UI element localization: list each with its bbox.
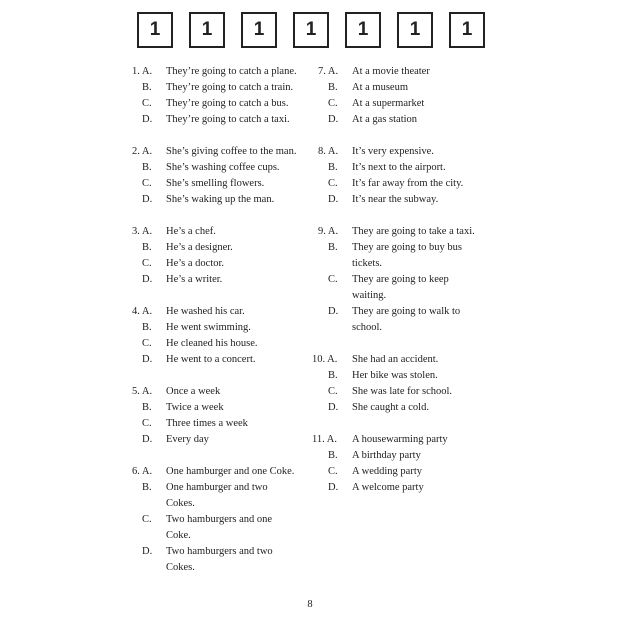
question-item bbox=[132, 384, 312, 448]
answer-option bbox=[142, 352, 312, 368]
question-number: 8. bbox=[318, 146, 326, 157]
answer-option bbox=[328, 176, 478, 192]
question-number-and-letter bbox=[132, 384, 152, 400]
option-text: Three times a week bbox=[166, 418, 248, 429]
question-number-and-letter bbox=[132, 224, 152, 240]
answer-option bbox=[142, 416, 312, 432]
question-number-and-letter bbox=[318, 144, 338, 160]
option-text-continuation: waiting. bbox=[352, 290, 387, 301]
option-text-continuation: school. bbox=[352, 322, 383, 333]
option-letter: B. bbox=[142, 82, 152, 93]
option-text: He’s a doctor. bbox=[166, 258, 225, 269]
track-box: 1 bbox=[137, 12, 173, 48]
option-letter: A. bbox=[141, 226, 153, 237]
answer-option bbox=[318, 64, 478, 80]
option-text: A birthday party bbox=[352, 450, 421, 461]
questions-left-column bbox=[132, 64, 312, 592]
option-text: Her bike was stolen. bbox=[352, 370, 438, 381]
option-text: They’re going to catch a train. bbox=[166, 82, 294, 93]
option-text: He’s a designer. bbox=[166, 242, 233, 253]
option-text: At a museum bbox=[352, 82, 408, 93]
answer-option bbox=[312, 432, 478, 448]
option-letter: B. bbox=[142, 162, 152, 173]
option-letter: D. bbox=[142, 194, 153, 205]
option-text: He went to a concert. bbox=[166, 354, 256, 365]
question-item bbox=[318, 224, 478, 336]
option-letter: C. bbox=[142, 98, 152, 109]
option-text: They’re going to catch a taxi. bbox=[166, 114, 290, 125]
answer-option bbox=[328, 160, 478, 176]
question-number-and-letter bbox=[318, 224, 338, 240]
answer-option bbox=[142, 112, 312, 128]
answer-option bbox=[318, 144, 478, 160]
question-number-and-letter bbox=[132, 64, 152, 80]
option-text: He’s a writer. bbox=[166, 274, 223, 285]
option-letter: A. bbox=[141, 306, 153, 317]
answer-option bbox=[142, 512, 312, 528]
question-number-and-letter bbox=[312, 432, 337, 448]
option-letter: B. bbox=[142, 242, 152, 253]
option-text: One hamburger and two bbox=[166, 482, 268, 493]
questions-right-column bbox=[312, 64, 478, 512]
option-text: A wedding party bbox=[352, 466, 422, 477]
answer-option bbox=[328, 112, 478, 128]
option-text: Two hamburgers and one bbox=[166, 514, 273, 525]
option-letter: B. bbox=[328, 242, 338, 253]
answer-option bbox=[142, 192, 312, 208]
answer-option bbox=[328, 464, 478, 480]
option-text: They are going to take a taxi. bbox=[352, 226, 475, 237]
option-text: A welcome party bbox=[352, 482, 424, 493]
option-text-continuation: Coke. bbox=[166, 530, 191, 541]
question-item bbox=[132, 144, 312, 208]
answer-option bbox=[328, 368, 478, 384]
track-number-boxes bbox=[0, 12, 620, 48]
track-box: 1 bbox=[449, 12, 485, 48]
question-number: 2. bbox=[132, 146, 140, 157]
answer-option bbox=[142, 160, 312, 176]
question-item bbox=[312, 432, 478, 496]
answer-option bbox=[142, 176, 312, 192]
answer-option bbox=[142, 336, 312, 352]
answer-option bbox=[132, 304, 312, 320]
answer-option bbox=[328, 304, 478, 320]
question-item bbox=[132, 304, 312, 368]
option-text: They’re going to catch a bus. bbox=[166, 98, 289, 109]
option-letter: C. bbox=[328, 274, 338, 285]
question-item bbox=[132, 464, 312, 576]
question-number: 10. bbox=[312, 354, 326, 365]
option-letter: A. bbox=[141, 66, 153, 77]
question-number: 1. bbox=[132, 66, 140, 77]
option-letter: B. bbox=[142, 402, 152, 413]
option-text: At a movie theater bbox=[352, 66, 430, 77]
option-letter: D. bbox=[142, 546, 153, 557]
answer-option bbox=[142, 96, 312, 112]
option-letter: D. bbox=[328, 482, 339, 493]
option-letter: D. bbox=[142, 434, 153, 445]
option-letter: C. bbox=[328, 98, 338, 109]
option-text: At a supermarket bbox=[352, 98, 425, 109]
option-letter: C. bbox=[328, 466, 338, 477]
question-item bbox=[318, 144, 478, 208]
question-number: 6. bbox=[132, 466, 140, 477]
track-box: 1 bbox=[345, 12, 381, 48]
option-text: She’s washing coffee cups. bbox=[166, 162, 280, 173]
option-letter: D. bbox=[328, 194, 339, 205]
option-letter: D. bbox=[328, 402, 339, 413]
option-letter: C. bbox=[142, 418, 152, 429]
option-letter: A. bbox=[327, 226, 339, 237]
question-item bbox=[132, 224, 312, 288]
answer-option bbox=[328, 400, 478, 416]
option-text: He washed his car. bbox=[166, 306, 245, 317]
option-text: They are going to buy bus bbox=[352, 242, 462, 253]
option-text: They are going to walk to bbox=[352, 306, 461, 317]
question-number: 9. bbox=[318, 226, 326, 237]
option-text: They’re going to catch a plane. bbox=[166, 66, 297, 77]
option-letter: A. bbox=[141, 386, 153, 397]
answer-option bbox=[142, 80, 312, 96]
option-letter: C. bbox=[142, 514, 152, 525]
option-text: Twice a week bbox=[166, 402, 224, 413]
answer-option bbox=[318, 224, 478, 240]
answer-option bbox=[132, 384, 312, 400]
answer-option bbox=[328, 272, 478, 288]
option-letter: D. bbox=[142, 354, 153, 365]
question-number-and-letter bbox=[132, 304, 152, 320]
option-letter: A. bbox=[141, 146, 153, 157]
answer-option bbox=[328, 240, 478, 256]
question-number: 7. bbox=[318, 66, 326, 77]
answer-option bbox=[142, 432, 312, 448]
track-box: 1 bbox=[189, 12, 225, 48]
option-letter: B. bbox=[142, 482, 152, 493]
answer-option bbox=[142, 256, 312, 272]
option-letter: B. bbox=[328, 370, 338, 381]
question-item bbox=[318, 64, 478, 128]
answer-option bbox=[142, 400, 312, 416]
question-number-and-letter bbox=[132, 464, 152, 480]
track-box: 1 bbox=[293, 12, 329, 48]
option-text: Every day bbox=[166, 434, 209, 445]
option-text-continuation: Cokes. bbox=[166, 562, 195, 573]
option-text: It’s very expensive. bbox=[352, 146, 434, 157]
option-letter: A. bbox=[327, 66, 339, 77]
answer-option bbox=[132, 64, 312, 80]
answer-option bbox=[142, 544, 312, 560]
answer-option bbox=[328, 80, 478, 96]
question-number: 5. bbox=[132, 386, 140, 397]
option-letter: D. bbox=[142, 114, 153, 125]
answer-option bbox=[328, 96, 478, 112]
option-text-continuation: tickets. bbox=[352, 258, 383, 269]
option-letter: A. bbox=[141, 466, 153, 477]
option-letter: B. bbox=[328, 82, 338, 93]
option-text: He cleaned his house. bbox=[166, 338, 258, 349]
option-letter: C. bbox=[142, 178, 152, 189]
question-number: 11. bbox=[312, 434, 325, 445]
option-letter: C. bbox=[328, 386, 338, 397]
option-text: Once a week bbox=[166, 386, 221, 397]
track-box: 1 bbox=[241, 12, 277, 48]
answer-option bbox=[132, 464, 312, 480]
answer-option bbox=[132, 224, 312, 240]
answer-option bbox=[142, 240, 312, 256]
option-text: At a gas station bbox=[352, 114, 418, 125]
option-text: One hamburger and one Coke. bbox=[166, 466, 295, 477]
option-text: She’s giving coffee to the man. bbox=[166, 146, 297, 157]
option-letter: D. bbox=[142, 274, 153, 285]
option-text: He’s a chef. bbox=[166, 226, 216, 237]
option-letter: D. bbox=[328, 114, 339, 125]
answer-option bbox=[312, 352, 478, 368]
option-letter: C. bbox=[142, 258, 152, 269]
option-letter: A. bbox=[327, 146, 339, 157]
option-text-continuation: Cokes. bbox=[166, 498, 195, 509]
question-number: 4. bbox=[132, 306, 140, 317]
option-letter: D. bbox=[328, 306, 339, 317]
option-text: Two hamburgers and two bbox=[166, 546, 273, 557]
option-letter: C. bbox=[142, 338, 152, 349]
answer-option bbox=[328, 448, 478, 464]
answer-option bbox=[132, 144, 312, 160]
question-number-and-letter bbox=[312, 352, 337, 368]
track-box: 1 bbox=[397, 12, 433, 48]
option-text: She’s waking up the man. bbox=[166, 194, 275, 205]
option-text: They are going to keep bbox=[352, 274, 449, 285]
answer-option bbox=[142, 320, 312, 336]
answer-option bbox=[142, 480, 312, 496]
option-text: A housewarming party bbox=[352, 434, 448, 445]
option-letter: B. bbox=[328, 450, 338, 461]
option-text: She’s smelling flowers. bbox=[166, 178, 265, 189]
page-number: 8 bbox=[307, 599, 313, 610]
option-text: She had an accident. bbox=[352, 354, 439, 365]
option-letter: A. bbox=[327, 354, 338, 365]
answer-option bbox=[328, 384, 478, 400]
question-number-and-letter bbox=[132, 144, 152, 160]
option-letter: A. bbox=[326, 434, 338, 445]
option-text: It’s near the subway. bbox=[352, 194, 439, 205]
question-number: 3. bbox=[132, 226, 140, 237]
question-number-and-letter bbox=[318, 64, 338, 80]
answer-option bbox=[328, 192, 478, 208]
option-text: He went swimming. bbox=[166, 322, 251, 333]
answer-option bbox=[142, 272, 312, 288]
option-letter: C. bbox=[328, 178, 338, 189]
question-item bbox=[312, 352, 478, 416]
option-letter: B. bbox=[328, 162, 338, 173]
option-letter: B. bbox=[142, 322, 152, 333]
question-item bbox=[132, 64, 312, 128]
option-text: She was late for school. bbox=[352, 386, 453, 397]
option-text: She caught a cold. bbox=[352, 402, 429, 413]
answer-option bbox=[328, 480, 478, 496]
option-text: It’s far away from the city. bbox=[352, 178, 464, 189]
option-text: It’s next to the airport. bbox=[352, 162, 446, 173]
